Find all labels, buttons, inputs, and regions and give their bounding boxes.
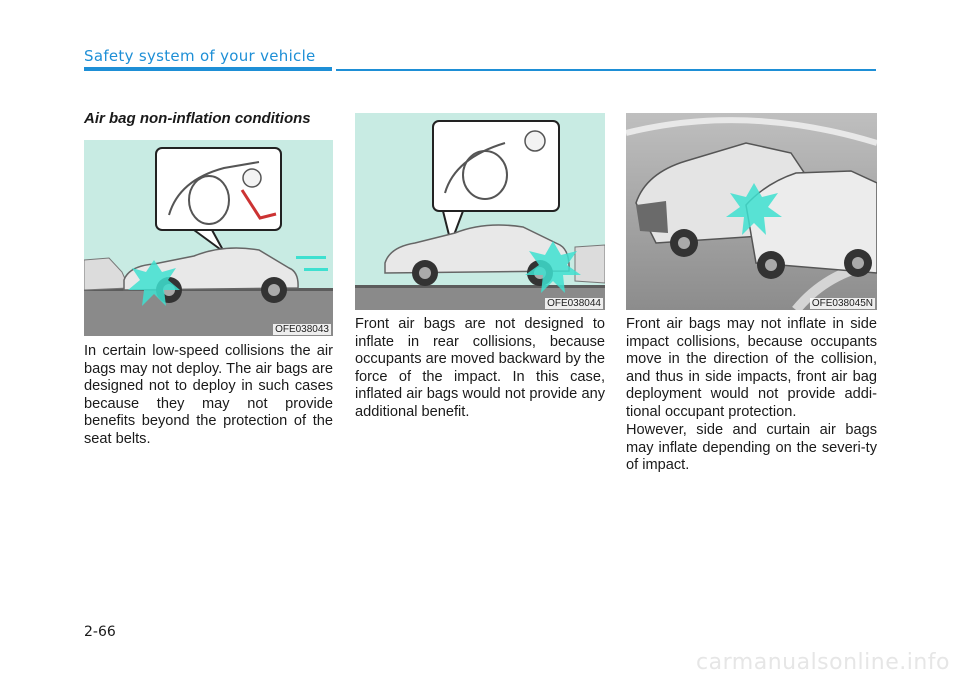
column-3-paragraph-1: Front air bags may not inflate in side impact collisions, because occupants move in the direction of the collision, and thus in side impacts, front air bag deployment would not provide addi-tional occupant protection. [626,316,877,420]
column-3-paragraph-2: However, side and curtain air bags may inflate depending on the severi-ty of impact. [626,422,877,474]
figure-side-collision [626,113,877,310]
figure-code: OFE038044 [547,298,601,309]
page-number: 2-66 [84,624,116,640]
column-1-paragraph: In certain low-speed collisions the air bags may not deploy. The air bags are designed not to deploy in such cases because they may not provide benefits beyond the protection of the seat belts. [84,343,333,447]
side-collision-illustration [626,113,877,310]
figure-code: OFE038045N [811,298,873,309]
low-speed-collision-illustration [84,140,333,336]
column-2-paragraph: Front air bags are not designed to inflate in rear collisions, because occupants are moved backward by the force of the impact. In this case, inflated air bags would not provide any additional benefit. [355,316,605,420]
rear-collision-illustration [355,113,605,310]
header-rule-thin [336,69,876,71]
watermark: carmanualsonline.info [696,650,950,675]
figure-code: OFE038043 [275,324,329,335]
figure-rear-collision [355,113,605,310]
header-rule-thick [84,67,332,71]
section-title: Safety system of your vehicle [84,47,316,65]
section-heading: Air bag non-inflation conditions [84,110,311,127]
figure-low-speed-collision [84,140,333,336]
